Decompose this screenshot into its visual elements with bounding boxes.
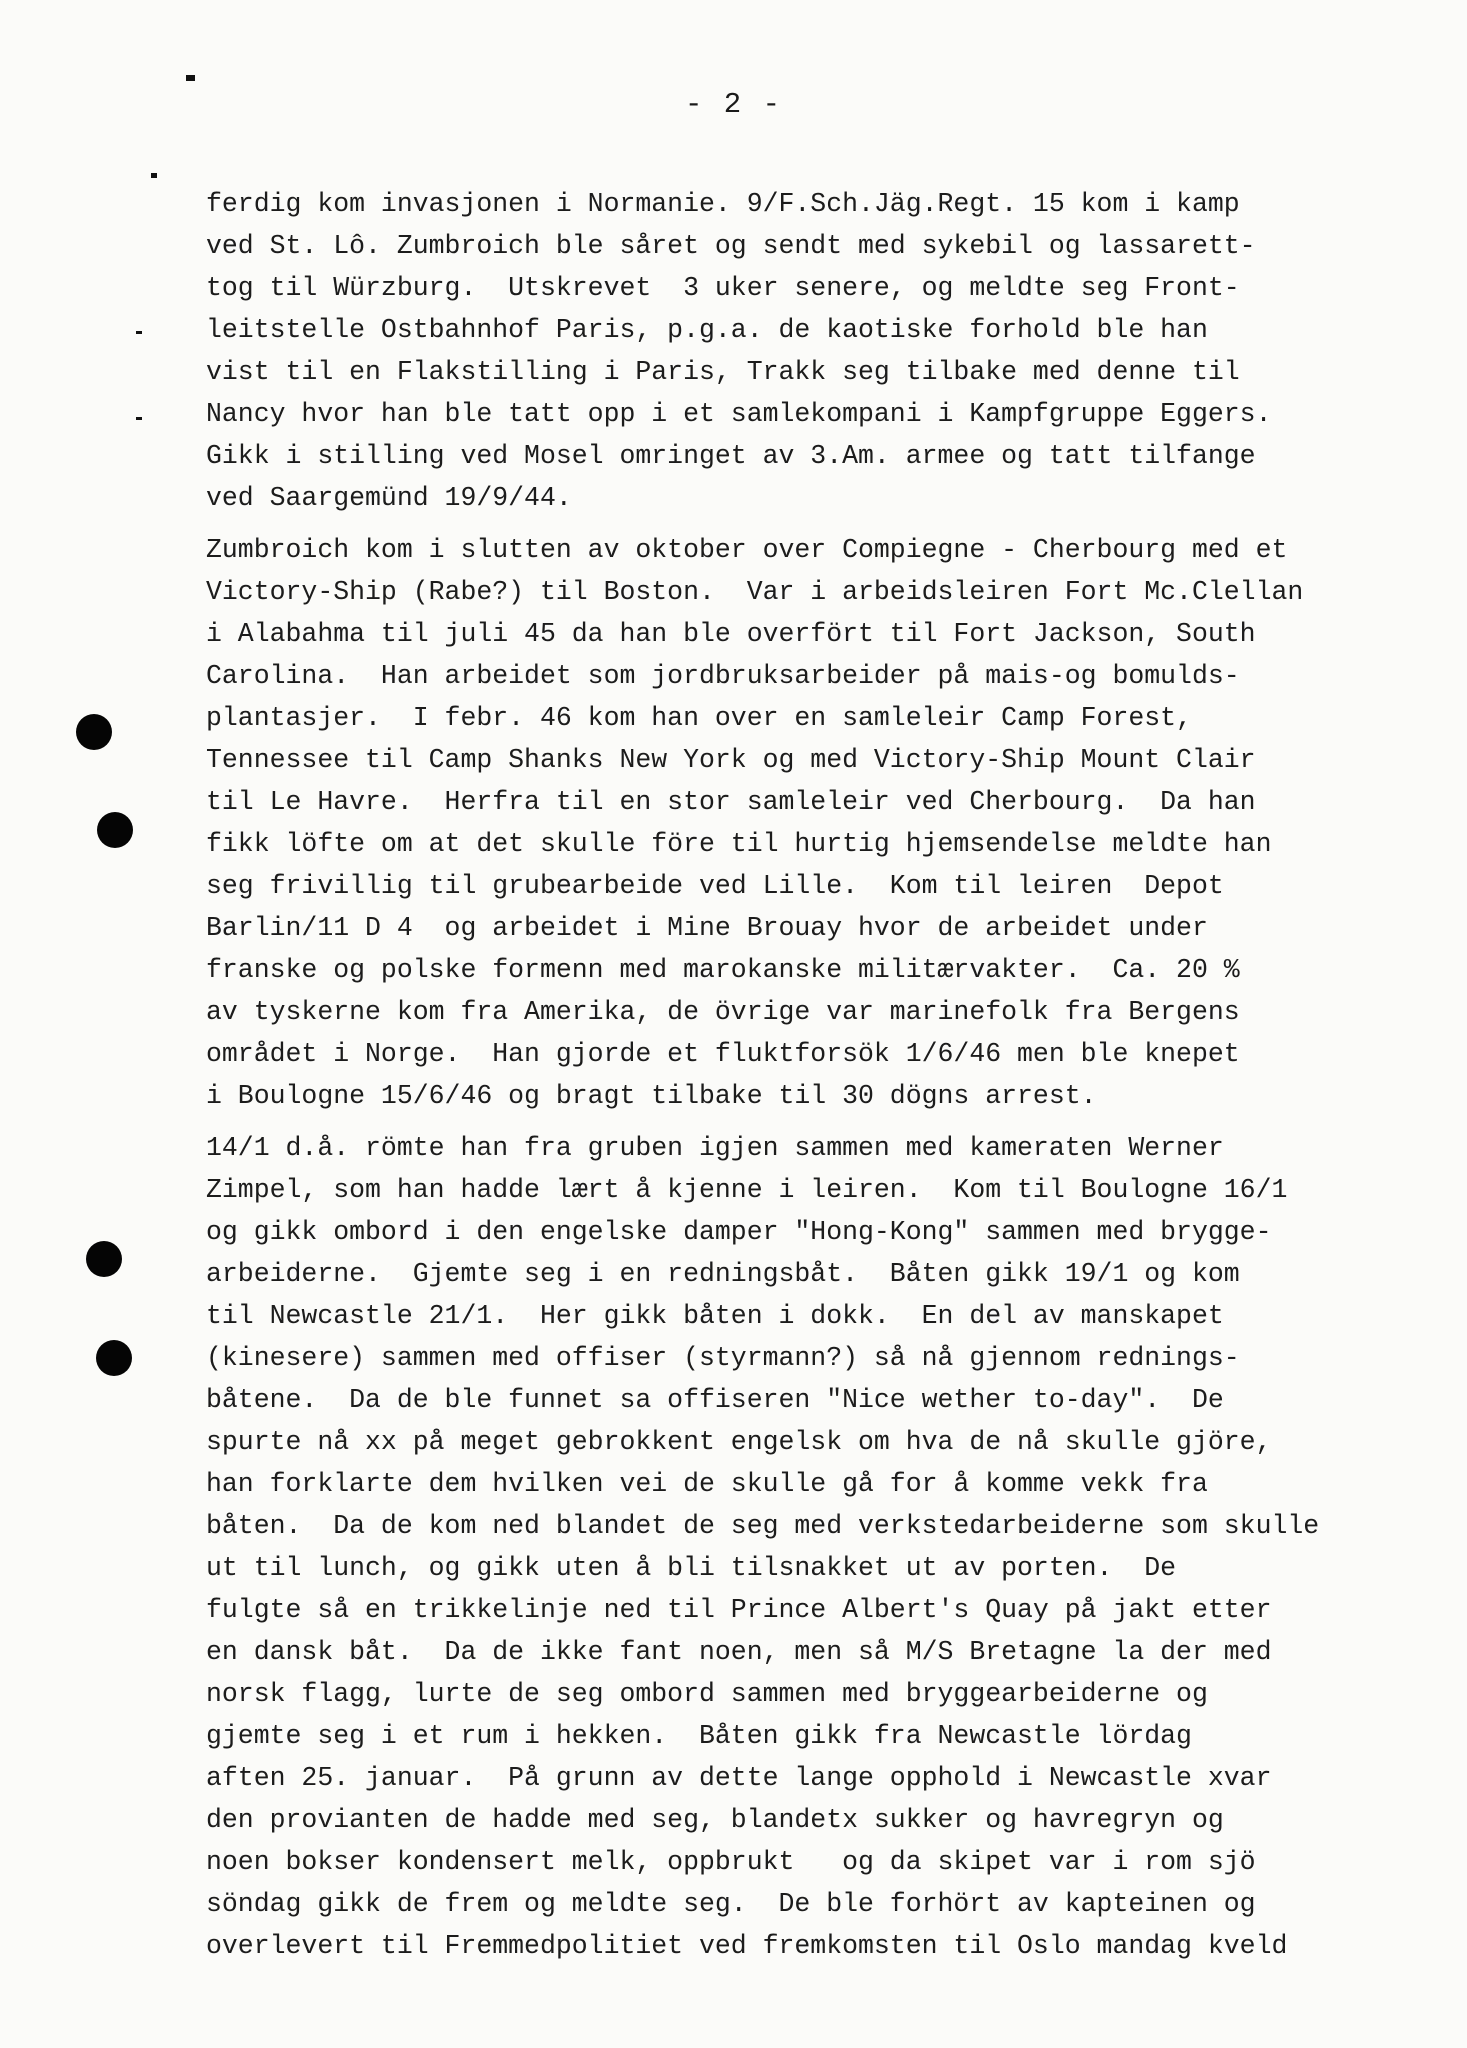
text-line: og gikk ombord i den engelske damper "Hong-Kong" sammen med brygge- (206, 1217, 1272, 1247)
scan-speck (186, 75, 195, 81)
text-line: Zimpel, som han hadde lært å kjenne i leiren. Kom til Boulogne 16/1 (206, 1175, 1288, 1205)
text-line: leitstelle Ostbahnhof Paris, p.g.a. de kaotiske forhold ble han (206, 315, 1208, 345)
text-line: Tennessee til Camp Shanks New York og med Victory-Ship Mount Clair (206, 745, 1256, 775)
text-line: (kinesere) sammen med offiser (styrmann?) så nå gjennom rednings- (206, 1343, 1240, 1373)
paragraph-3 (206, 1127, 1426, 1967)
text-line: söndag gikk de frem og meldte seg. De ble forhört av kapteinen og (206, 1889, 1256, 1919)
text-line: området i Norge. Han gjorde et fluktforsök 1/6/46 men ble knepet (206, 1039, 1240, 1069)
text-line: Carolina. Han arbeidet som jordbruksarbeider på mais-og bomulds- (206, 661, 1240, 691)
text-line: ut til lunch, og gikk uten å bli tilsnakket ut av porten. De (206, 1553, 1177, 1583)
text-line: en dansk båt. Da de ikke fant noen, men så M/S Bretagne la der med (206, 1637, 1272, 1667)
text-line: spurte nå xx på meget gebrokkent engelsk om hva de nå skulle gjöre, (206, 1427, 1272, 1457)
text-line: Gikk i stilling ved Mosel omringet av 3.Am. armee og tatt tilfange (206, 441, 1256, 471)
text-line: den provianten de hadde med seg, blandetx sukker og havregryn og (206, 1805, 1224, 1835)
punch-hole-1 (76, 714, 112, 750)
text-line: arbeiderne. Gjemte seg i en redningsbåt. Båten gikk 19/1 og kom (206, 1259, 1240, 1289)
text-line: fikk löfte om at det skulle före til hurtig hjemsendelse meldte han (206, 829, 1272, 859)
paragraph-2 (206, 529, 1426, 1117)
text-line: Zumbroich kom i slutten av oktober over Compiegne - Cherbourg med et (206, 535, 1288, 565)
text-line: ved Saargemünd 19/9/44. (206, 483, 572, 513)
text-line: noen bokser kondensert melk, oppbrukt og da skipet var i rom sjö (206, 1847, 1256, 1877)
text-line: båten. Da de kom ned blandet de seg med verkstedarbeiderne som skulle (206, 1511, 1320, 1541)
text-line: norsk flagg, lurte de seg ombord sammen med bryggearbeiderne og (206, 1679, 1208, 1709)
text-line: tog til Würzburg. Utskrevet 3 uker senere, og meldte seg Front- (206, 273, 1240, 303)
text-line: aften 25. januar. På grunn av dette lange opphold i Newcastle xvar (206, 1763, 1272, 1793)
paragraph-1 (206, 183, 1426, 519)
text-line: i Alabahma til juli 45 da han ble overfört til Fort Jackson, South (206, 619, 1256, 649)
text-line: fulgte så en trikkelinje ned til Prince Albert's Quay på jakt etter (206, 1595, 1272, 1625)
text-line: overlevert til Fremmedpolitiet ved fremkomsten til Oslo mandag kveld (206, 1931, 1288, 1961)
letter-body (206, 183, 1426, 1977)
text-line: til Le Havre. Herfra til en stor samleleir ved Cherbourg. Da han (206, 787, 1256, 817)
text-line: seg frivillig til grubearbeide ved Lille. Kom til leiren Depot (206, 871, 1224, 901)
text-line: Nancy hvor han ble tatt opp i et samlekompani i Kampfgruppe Eggers. (206, 399, 1272, 429)
text-line: ved St. Lô. Zumbroich ble såret og sendt med sykebil og lassarett- (206, 231, 1256, 261)
punch-hole-2 (97, 812, 133, 848)
scan-speck (136, 331, 142, 334)
text-line: Victory-Ship (Rabe?) til Boston. Var i arbeidsleiren Fort Mc.Clellan (206, 577, 1304, 607)
text-line: vist til en Flakstilling i Paris, Trakk seg tilbake med denne til (206, 357, 1240, 387)
text-line: franske og polske formenn med marokanske militærvakter. Ca. 20 % (206, 955, 1240, 985)
scan-speck (151, 173, 157, 178)
text-line: av tyskerne kom fra Amerika, de övrige var marinefolk fra Bergens (206, 997, 1240, 1027)
text-line: ferdig kom invasjonen i Normanie. 9/F.Sch.Jäg.Regt. 15 kom i kamp (206, 189, 1240, 219)
punch-hole-4 (96, 1340, 132, 1376)
punch-hole-3 (86, 1241, 122, 1277)
text-line: gjemte seg i et rum i hekken. Båten gikk fra Newcastle lördag (206, 1721, 1192, 1751)
text-line: 14/1 d.å. römte han fra gruben igjen sammen med kameraten Werner (206, 1133, 1224, 1163)
text-line: i Boulogne 15/6/46 og bragt tilbake til 30 dögns arrest. (206, 1081, 1097, 1111)
text-line: han forklarte dem hvilken vei de skulle gå for å komme vekk fra (206, 1469, 1208, 1499)
scan-speck (136, 417, 142, 420)
text-line: Barlin/11 D 4 og arbeidet i Mine Brouay hvor de arbeidet under (206, 913, 1208, 943)
page-number: - 2 - (684, 88, 782, 121)
text-line: til Newcastle 21/1. Her gikk båten i dokk. En del av manskapet (206, 1301, 1224, 1331)
text-line: plantasjer. I febr. 46 kom han over en samleleir Camp Forest, (206, 703, 1192, 733)
text-line: båtene. Da de ble funnet sa offiseren "Nice wether to-day". De (206, 1385, 1224, 1415)
